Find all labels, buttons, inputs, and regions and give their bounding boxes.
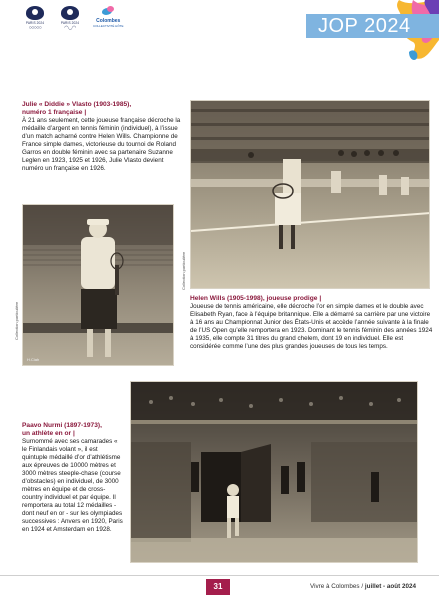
issue-year: 2024 [401, 583, 416, 590]
page-number: 31 [206, 579, 230, 595]
julie-vlasto-photo [22, 204, 174, 366]
issue-months: juillet - août [364, 583, 401, 590]
helen-wills-photo-drawing [191, 101, 430, 289]
nurmi-subheading: un athlète en or | [22, 430, 75, 437]
vlasto-heading: Julie « Diddie » Vlasto (1903-1985), [22, 101, 132, 108]
nurmi-subheading-text: un athlète en or [22, 430, 72, 437]
flame-icon [61, 6, 79, 20]
olympic-rings-icon: ○○○○○ [28, 25, 42, 31]
wills-body: Joueuse de tennis américaine, elle décroche l’or en simple dames et le double avec Elisabeth Ryan, face à l’équipe britannique. Elle a démarré sa carrière par une victoire à 16 ans au Championnat Junior des États-Unis et accède l’année suivante à la finale de l’US Open qu’elle remportera en 1923. Dominant le tennis féminin des années 1924 à 1935, elle compte 31 titres du grand chelem, dont 19 en individuel. Elle est considérée comme l’une des plus grandes joueuses de tous les temps. [190, 303, 433, 350]
paris2024-paralympic-logo [55, 6, 85, 31]
vlasto-article [22, 101, 182, 173]
photo-caption: H.Ciah [27, 357, 40, 362]
page-title: JOP 2024 [318, 15, 411, 37]
paavo-nurmi-photo-drawing [131, 382, 418, 563]
colombes-logo [93, 6, 124, 28]
wills-article [190, 295, 433, 351]
agitos-icon: ◠◡◠ [64, 25, 76, 31]
helen-wills-photo [190, 100, 430, 289]
logo-text: PARIS 2024 [25, 21, 45, 25]
photo-credit: Collection particulière [181, 251, 186, 290]
photo-credit: Collection particulière [14, 301, 19, 340]
julie-vlasto-photo-drawing [23, 205, 174, 366]
wills-heading: Helen Wills (1905-1998), joueuse prodige | [190, 295, 322, 302]
colombes-name: Colombes [96, 18, 121, 24]
colombes-subtitle: COLLECTIVITÉ HÔTE [93, 24, 124, 28]
vlasto-subheading-text: numéro 1 française [22, 109, 83, 116]
logo-text: PARIS 2024 [60, 21, 80, 25]
nurmi-body: Surnommé avec ses camarades « le Finlandais volant », il est quintuple médaillé d’or d’athlétisme aux épreuves de 10000 mètres et 3000 mètres steeple-chase (course d’obstacles) en individuel, de 3000 mètres en équipe et de cross-country individuel et par équipe. Il remportera au total 12 médailles - dont neuf en or - sur les olympiades successives : Anvers en 1920, Paris en 1924 et Amsterdam en 1928. [22, 438, 123, 533]
header-logos [20, 6, 124, 31]
nurmi-heading: Paavo Nurmi (1897-1973), [22, 422, 102, 429]
magazine-name: Vivre à Colombes / [310, 583, 364, 590]
footer-divider [0, 575, 439, 576]
paavo-nurmi-photo [130, 381, 418, 563]
flame-icon [26, 6, 44, 20]
paris2024-olympic-logo [20, 6, 50, 31]
dove-icon [100, 6, 116, 18]
nurmi-article [22, 422, 124, 534]
vlasto-body: À 21 ans seulement, cette joueuse française décroche la médaille d’argent en tennis féminin (individuel), à l’issue d’un match acharné contre Helen Wills. Championne de France simple dames, victorieuse du tournoi de Roland Garros en double féminin avec sa partenaire Suzanne Leglen en 1923, 1925 et 1926, Julie Vlasto devient numéro un française en 1926. [22, 117, 181, 172]
wills-heading-text: Helen Wills (1905-1998), joueuse prodige [190, 295, 318, 302]
footer-magazine [310, 583, 416, 590]
vlasto-subheading: numéro 1 française | [22, 109, 87, 116]
